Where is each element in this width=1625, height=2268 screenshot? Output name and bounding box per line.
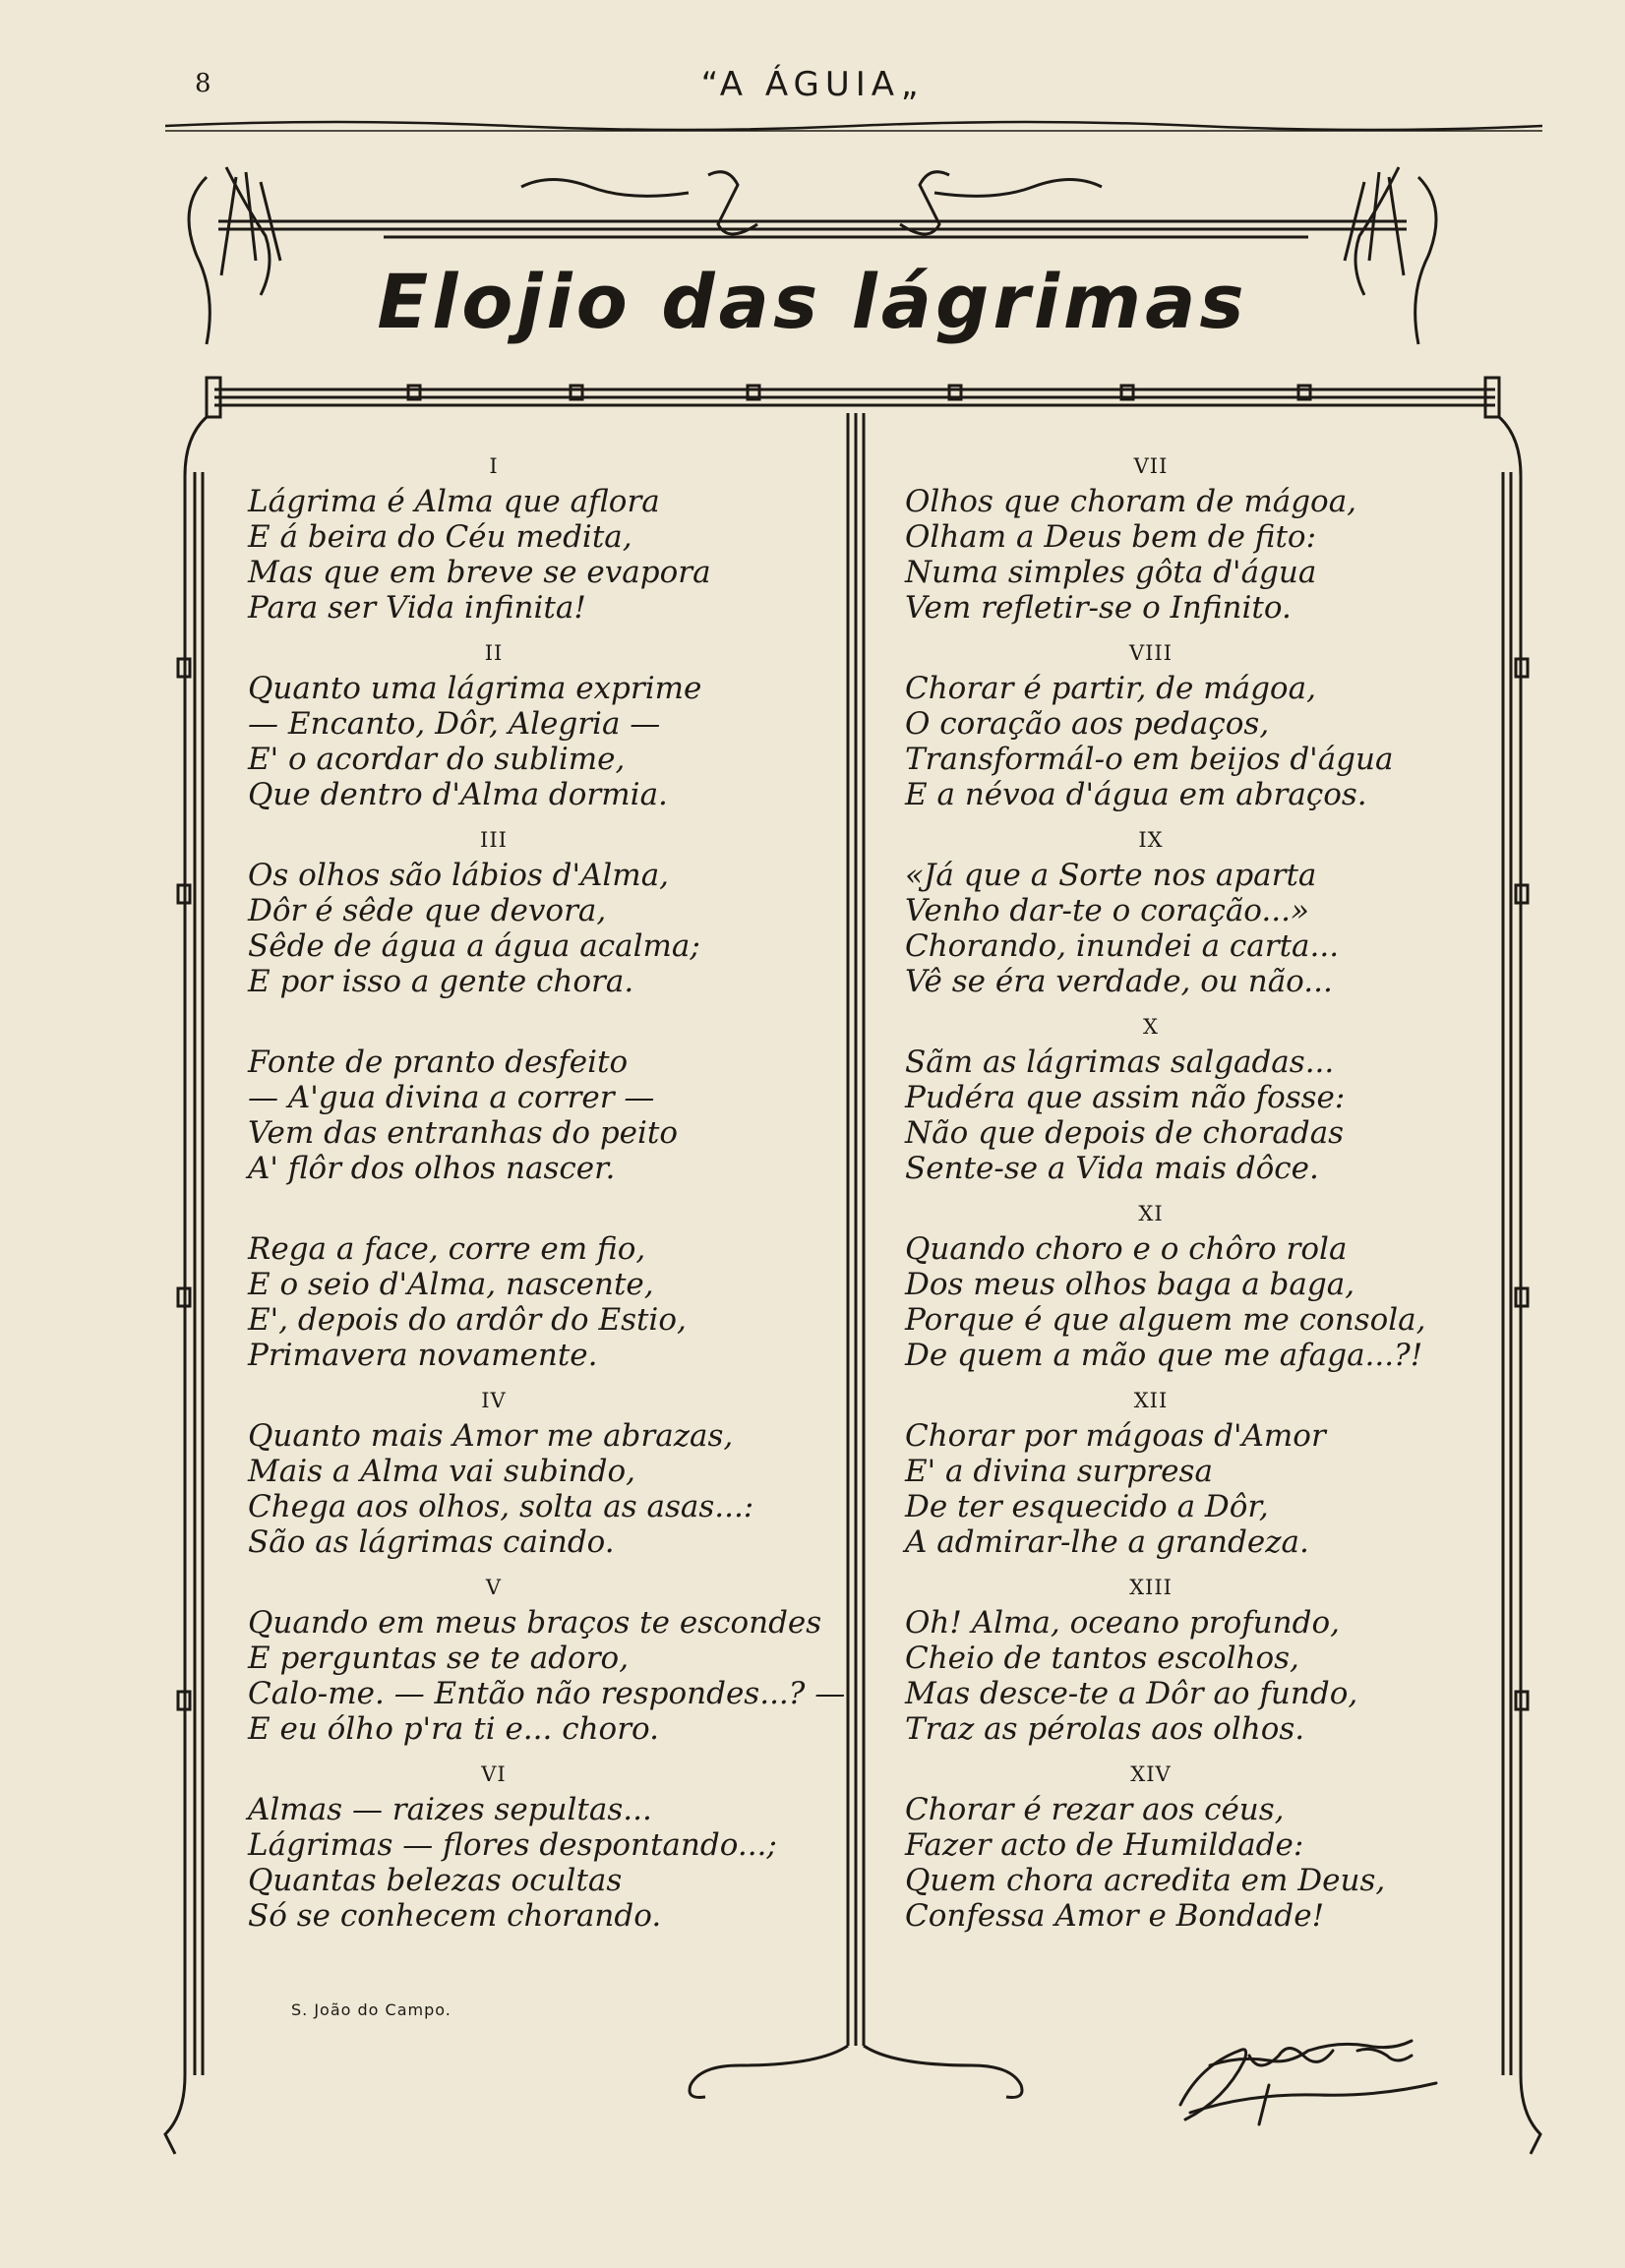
verse-line: E', depois do ardôr do Estio, [248, 1302, 687, 1338]
verse-line: Quem chora acredita em Deus, [905, 1863, 1386, 1898]
verse-line: Fazer acto de Humildade: [905, 1827, 1304, 1863]
verse-line: Confessa Amor e Bondade! [905, 1898, 1325, 1934]
verse-line: Não que depois de choradas [905, 1115, 1345, 1151]
stanza [905, 822, 1495, 999]
verse-line: São as lágrimas caindo. [248, 1524, 615, 1560]
verse-line: Sêde de água a água acalma; [248, 928, 700, 964]
verse-line: E por isso a gente chora. [248, 964, 634, 999]
stanza-number: XIII [1129, 1576, 1173, 1599]
verse-line: Lágrima é Alma que aflora [248, 484, 660, 519]
stanza [905, 448, 1495, 626]
stanza [248, 1757, 838, 1934]
verse-line: E o seio d'Alma, nascente, [248, 1267, 654, 1302]
stanza [905, 1383, 1495, 1560]
verse-line: O coração aos pedaços, [905, 706, 1270, 742]
stanza-number: III [480, 828, 508, 852]
stanza-number: V [485, 1576, 503, 1599]
verse-line: Só se conhecem chorando. [248, 1898, 662, 1934]
stanza-number: VIII [1128, 641, 1174, 665]
verse-line: Vem das entranhas do peito [248, 1115, 679, 1151]
verse-line: Que dentro d'Alma dormia. [248, 777, 668, 812]
verse-line: Almas — raizes sepultas... [248, 1792, 652, 1827]
stanza-number: IV [481, 1389, 507, 1412]
right-column [905, 439, 1495, 1934]
stanza-number: XI [1138, 1202, 1164, 1225]
stanza [905, 1009, 1495, 1186]
stanza [248, 822, 838, 999]
verse-line: E' o acordar do sublime, [248, 742, 626, 777]
stanza-number: X [1143, 1015, 1159, 1039]
verse-line: De ter esquecido a Dôr, [905, 1489, 1269, 1524]
stanza [248, 448, 838, 626]
stanza-number: VII [1133, 454, 1169, 478]
verse-line: Chega aos olhos, solta as asas...: [248, 1489, 754, 1524]
verse-line: — A'gua divina a correr — [248, 1080, 655, 1115]
verse-line: Quantas belezas ocultas [248, 1863, 623, 1898]
verse-line: Primavera novamente. [248, 1338, 598, 1373]
verse-line: Mais a Alma vai subindo, [248, 1454, 635, 1489]
verse-line: Para ser Vida infinita! [248, 590, 586, 626]
place-of-writing: S. João do Campo. [291, 2000, 451, 2019]
stanza [248, 1383, 838, 1560]
verse-line: Porque é que alguem me consola, [905, 1302, 1426, 1338]
verse-line: Chorar é rezar aos céus, [905, 1792, 1285, 1827]
verse-line: Fonte de pranto desfeito [248, 1044, 629, 1080]
verse-line: Sãm as lágrimas salgadas... [905, 1044, 1335, 1080]
verse-line: A admirar-lhe a grandeza. [905, 1524, 1309, 1560]
verse-line: E eu ólho p'ra ti e... choro. [248, 1711, 660, 1747]
stanza-number: XIV [1130, 1762, 1172, 1786]
stanza [248, 999, 838, 1186]
verse-line: Chorar por mágoas d'Amor [905, 1418, 1326, 1454]
stanza-gap [248, 1186, 838, 1231]
stanza-number: IX [1138, 828, 1164, 852]
verse-line: E á beira do Céu medita, [248, 519, 632, 555]
stanza [248, 635, 838, 812]
verse-line: Mas desce-te a Dôr ao fundo, [905, 1676, 1358, 1711]
verse-line: Os olhos são lábios d'Alma, [248, 858, 670, 893]
verse-line: A' flôr dos olhos nascer. [248, 1151, 616, 1186]
verse-line: «Já que a Sorte nos aparta [905, 858, 1317, 893]
stanza-number: II [484, 641, 504, 665]
stanza-number: VI [481, 1762, 507, 1786]
verse-line: Olhos que choram de mágoa, [905, 484, 1357, 519]
verse-line: Dos meus olhos baga a baga, [905, 1267, 1355, 1302]
verse-line: Sente-se a Vida mais dôce. [905, 1151, 1319, 1186]
stanza [905, 1570, 1495, 1747]
verse-line: Rega a face, corre em fio, [248, 1231, 646, 1267]
verse-line: Venho dar-te o coração...» [905, 893, 1309, 928]
page-number: 8 [195, 69, 211, 98]
verse-line: Oh! Alma, oceano profundo, [905, 1605, 1341, 1641]
verse-line: Quando em meus braços te escondes [248, 1605, 822, 1641]
verse-line: Vem refletir-se o Infinito. [905, 590, 1292, 626]
verse-line: De quem a mão que me afaga...?! [905, 1338, 1423, 1373]
stanza-gap [248, 999, 838, 1044]
running-head: “A ÁGUIA„ [700, 65, 925, 104]
verse-line: Chorar é partir, de mágoa, [905, 671, 1316, 706]
verse-line: Quando choro e o chôro rola [905, 1231, 1348, 1267]
stanza [905, 1196, 1495, 1373]
verse-line: Quanto mais Amor me abrazas, [248, 1418, 734, 1454]
verse-line: Traz as pérolas aos olhos. [905, 1711, 1305, 1747]
verse-line: Pudéra que assim não fosse: [905, 1080, 1346, 1115]
verse-line: Mas que em breve se evapora [248, 555, 711, 590]
verse-line: Transformál-o em beijos d'água [905, 742, 1394, 777]
stanza [905, 1757, 1495, 1934]
verse-line: Chorando, inundei a carta... [905, 928, 1340, 964]
verse-line: Cheio de tantos escolhos, [905, 1641, 1299, 1676]
verse-line: E perguntas se te adoro, [248, 1641, 630, 1676]
stanza-number: XII [1133, 1389, 1169, 1412]
stanza-number: I [489, 454, 499, 478]
verse-line: Olham a Deus bem de fito: [905, 519, 1317, 555]
verse-line: Quanto uma lágrima exprime [248, 671, 702, 706]
left-column [248, 439, 846, 1934]
poem-title: Elojio das lágrimas [377, 258, 1248, 345]
verse-line: Numa simples gôta d'água [905, 555, 1317, 590]
verse-line: E a névoa d'água em abraços. [905, 777, 1367, 812]
verse-line: Lágrimas — flores despontando...; [248, 1827, 777, 1863]
stanza [248, 1570, 846, 1747]
stanza [248, 1186, 838, 1373]
stanza [905, 635, 1495, 812]
verse-line: Vê se éra verdade, ou não... [905, 964, 1333, 999]
verse-line: Calo-me. — Então não respondes...? — [248, 1676, 846, 1711]
verse-line: — Encanto, Dôr, Alegria — [248, 706, 661, 742]
verse-line: Dôr é sêde que devora, [248, 893, 607, 928]
verse-line: E' a divina surpresa [905, 1454, 1213, 1489]
author-signature [1151, 2026, 1466, 2134]
